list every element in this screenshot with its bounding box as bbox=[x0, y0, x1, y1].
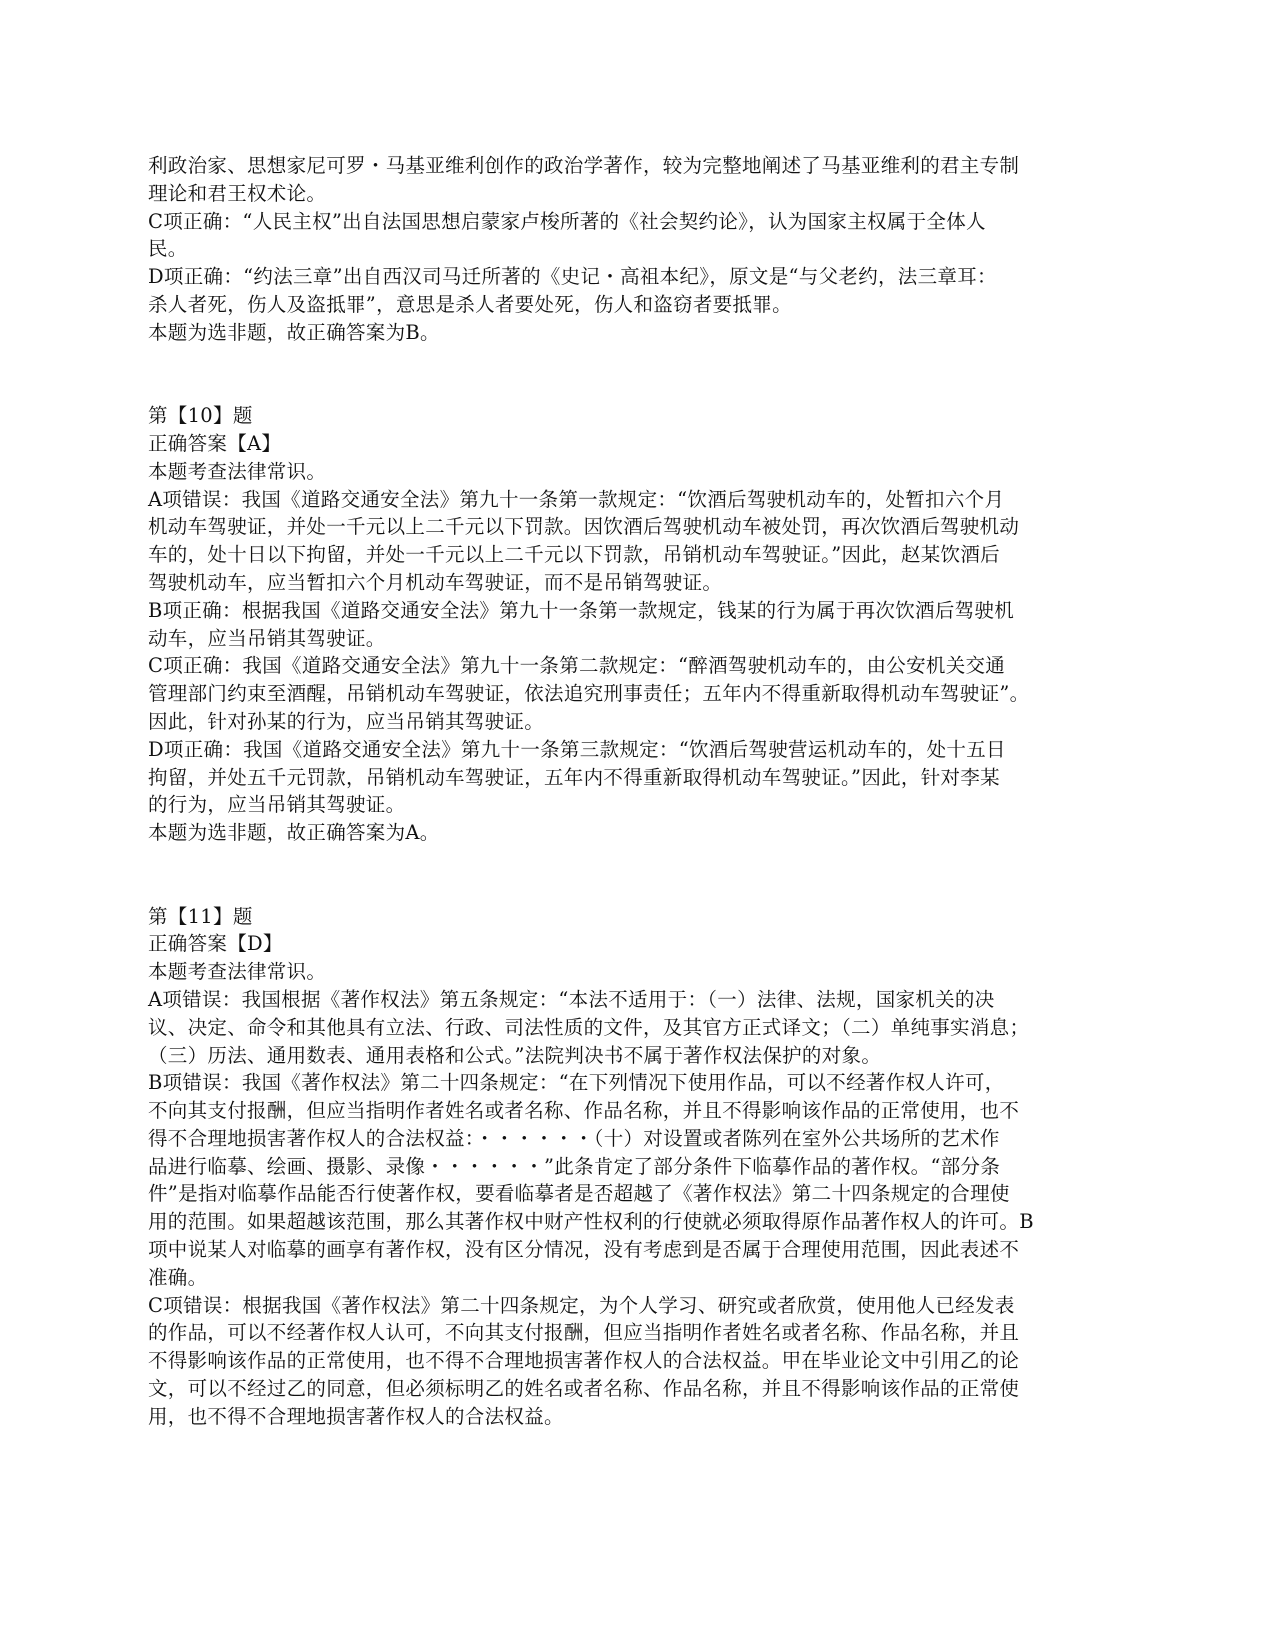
text-line: 用的范围。如果超越该范围，那么其著作权中财产性权利的行使就必须取得原作品著作权人的许可。B bbox=[148, 1210, 1034, 1234]
answer-block-prev bbox=[148, 152, 1123, 347]
text-line: 理论和君王权术论。 bbox=[148, 181, 327, 205]
text-line: 正确答案【A】 bbox=[148, 431, 282, 455]
section-gap bbox=[148, 847, 1123, 903]
text-line: 杀人者死，伤人及盗抵罪”，意思是杀人者要处死，伤人和盗窃者要抵罪。 bbox=[148, 292, 792, 316]
text-line: 不向其支付报酬，但应当指明作者姓名或者名称、作品名称，并且不得影响该作品的正常使用，也不 bbox=[148, 1099, 1020, 1123]
text-line: 第【11】题 bbox=[148, 904, 253, 928]
text-line: （三）历法、通用数表、通用表格和公式。”法院判决书不属于著作权法保护的对象。 bbox=[148, 1043, 882, 1067]
text-line: 因此，针对孙某的行为，应当吊销其驾驶证。 bbox=[148, 709, 545, 733]
text-line: 的作品，可以不经著作权人认可，不向其支付报酬，但应当指明作者姓名或者名称、作品名称，并且 bbox=[148, 1321, 1020, 1345]
text-line: 正确答案【D】 bbox=[148, 932, 283, 956]
text-line: 件”是指对临摹作品能否行使著作权，要看临摹者是否超越了《著作权法》第二十四条规定的合理使 bbox=[148, 1182, 1010, 1206]
text-line: 用，也不得不合理地损害著作权人的合法权益。 bbox=[148, 1404, 564, 1428]
document-page bbox=[148, 152, 1123, 1431]
text-line: 议、决定、命令和其他具有立法、行政、司法性质的文件，及其官方正式译文；（二）单纯事实消息； bbox=[148, 1015, 1030, 1039]
text-line: 品进行临摹、绘画、摄影、录像・・・・・・”此条肯定了部分条件下临摹作品的著作权。“部分条 bbox=[148, 1154, 1001, 1178]
text-line: C项错误：根据我国《著作权法》第二十四条规定，为个人学习、研究或者欣赏，使用他人已经发表 bbox=[148, 1293, 1015, 1317]
text-line: D项正确：“约法三章”出自西汉司马迁所著的《史记・高祖本纪》，原文是“与父老约，法三章耳： bbox=[148, 265, 997, 289]
text-line: 项中说某人对临摹的画享有著作权，没有区分情况，没有考虑到是否属于合理使用范围，因此表述不 bbox=[148, 1238, 1020, 1262]
answer-block-q11 bbox=[148, 903, 1123, 1431]
text-line: C项正确：我国《道路交通安全法》第九十一条第二款规定：“醉酒驾驶机动车的，由公安机关交通 bbox=[148, 654, 1006, 678]
text-line: 不得影响该作品的正常使用，也不得不合理地损害著作权人的合法权益。甲在毕业论文中引用乙的论 bbox=[148, 1349, 1020, 1373]
text-line: B项正确：根据我国《道路交通安全法》第九十一条第一款规定，钱某的行为属于再次饮酒后驾驶机 bbox=[148, 598, 1015, 622]
text-line: 准确。 bbox=[148, 1265, 208, 1289]
text-line: 本题为选非题，故正确答案为B。 bbox=[148, 320, 440, 344]
text-line: 动车，应当吊销其驾驶证。 bbox=[148, 626, 386, 650]
text-line: 管理部门约束至酒醒，吊销机动车驾驶证，依法追究刑事责任；五年内不得重新取得机动车驾驶证”。 bbox=[148, 682, 1030, 706]
text-line: 的行为，应当吊销其驾驶证。 bbox=[148, 793, 406, 817]
text-line: B项错误：我国《著作权法》第二十四条规定：“在下列情况下使用作品，可以不经著作权人许可， bbox=[148, 1071, 1005, 1095]
answer-block-q10 bbox=[148, 402, 1123, 847]
text-line: 机动车驾驶证，并处一千元以上二千元以下罚款。因饮酒后驾驶机动车被处罚，再次饮酒后驾驶机动 bbox=[148, 515, 1020, 539]
text-line: 拘留，并处五千元罚款，吊销机动车驾驶证，五年内不得重新取得机动车驾驶证。”因此，针对李某 bbox=[148, 765, 1000, 789]
text-line: D项正确：我国《道路交通安全法》第九十一条第三款规定：“饮酒后驾驶营运机动车的，处十五日 bbox=[148, 737, 1006, 761]
text-line: 本题考查法律常识。 bbox=[148, 960, 327, 984]
text-line: 文，可以不经过乙的同意，但必须标明乙的姓名或者名称、作品名称，并且不得影响该作品的正常使 bbox=[148, 1377, 1020, 1401]
text-line: C项正确：“人民主权”出自法国思想启蒙家卢梭所著的《社会契约论》，认为国家主权属于全体人 bbox=[148, 209, 986, 233]
text-line: 利政治家、思想家尼可罗・马基亚维利创作的政治学著作，较为完整地阐述了马基亚维利的君主专制 bbox=[148, 154, 1020, 177]
text-line: A项错误：我国根据《著作权法》第五条规定：“本法不适用于：（一）法律、法规，国家机关的决 bbox=[148, 987, 995, 1011]
text-line: 民。 bbox=[148, 237, 188, 261]
text-line: 第【10】题 bbox=[148, 404, 253, 428]
text-line: 本题为选非题，故正确答案为A。 bbox=[148, 821, 440, 845]
section-gap bbox=[148, 347, 1123, 403]
text-line: 得不合理地损害著作权人的合法权益：・・・・・・（十）对设置或者陈列在室外公共场所的艺术作 bbox=[148, 1126, 1000, 1150]
text-line: 驾驶机动车，应当暂扣六个月机动车驾驶证，而不是吊销驾驶证。 bbox=[148, 570, 723, 594]
text-line: A项错误：我国《道路交通安全法》第九十一条第一款规定：“饮酒后驾驶机动车的，处暂扣六个月 bbox=[148, 487, 1005, 511]
text-line: 本题考查法律常识。 bbox=[148, 459, 327, 483]
text-line: 车的，处十日以下拘留，并处一千元以上二千元以下罚款，吊销机动车驾驶证。”因此，赵某饮酒后 bbox=[148, 543, 1000, 567]
